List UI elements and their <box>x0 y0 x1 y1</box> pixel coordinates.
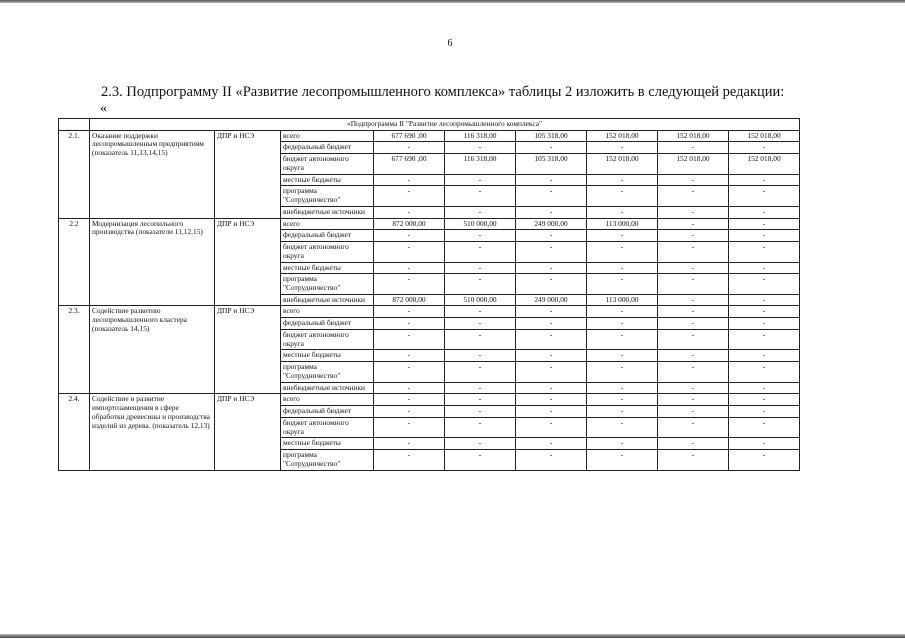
row-number: 2.3. <box>59 306 90 394</box>
funding-source: программа "Сотрудничество" <box>281 362 374 382</box>
amount-cell: - <box>374 382 445 394</box>
executor: ДПР и НСЭ <box>215 218 281 306</box>
amount-cell: - <box>658 306 729 318</box>
amount-cell: - <box>658 186 729 206</box>
amount-cell: - <box>658 329 729 349</box>
amount-cell: - <box>729 218 800 230</box>
amount-cell: - <box>445 318 516 330</box>
funding-source: внебюджетные источники <box>281 294 374 306</box>
amount-cell: - <box>658 350 729 362</box>
funding-source: федеральный бюджет <box>281 142 374 154</box>
amount-cell: - <box>729 142 800 154</box>
amount-cell: - <box>374 394 445 406</box>
funding-source: внебюджетные источники <box>281 206 374 218</box>
amount-cell: - <box>587 274 658 294</box>
scan-edge-bottom <box>0 634 905 638</box>
amount-cell: - <box>729 186 800 206</box>
amount-cell: 116 318,00 <box>445 154 516 174</box>
amount-cell: - <box>445 142 516 154</box>
funding-source: местные бюджеты <box>281 262 374 274</box>
intro-paragraph: 2.3. Подпрограмму II «Развитие лесопромышленного комплекса» таблицы 2 изложить в следующей редакции: <box>101 84 785 100</box>
amount-cell: - <box>445 230 516 242</box>
funding-source: всего <box>281 306 374 318</box>
amount-cell: - <box>729 174 800 186</box>
amount-cell: 510 000,00 <box>445 218 516 230</box>
amount-cell: - <box>658 174 729 186</box>
amount-cell: - <box>445 362 516 382</box>
amount-cell: - <box>516 242 587 262</box>
funding-source: программа "Сотрудничество" <box>281 186 374 206</box>
amount-cell: - <box>516 450 587 470</box>
amount-cell: 105 318,00 <box>516 154 587 174</box>
amount-cell: - <box>516 274 587 294</box>
funding-source: внебюджетные источники <box>281 382 374 394</box>
amount-cell: 872 000,00 <box>374 294 445 306</box>
amount-cell: - <box>374 438 445 450</box>
amount-cell: - <box>516 406 587 418</box>
funding-source: федеральный бюджет <box>281 406 374 418</box>
amount-cell: - <box>374 186 445 206</box>
amount-cell: 152 018,00 <box>587 154 658 174</box>
financing-table <box>58 118 800 471</box>
amount-cell: - <box>729 306 800 318</box>
amount-cell: - <box>729 318 800 330</box>
funding-source: местные бюджеты <box>281 438 374 450</box>
amount-cell: - <box>729 417 800 437</box>
funding-source: всего <box>281 218 374 230</box>
amount-cell: - <box>658 450 729 470</box>
amount-cell: - <box>445 394 516 406</box>
funding-source: бюджет автономного округа <box>281 417 374 437</box>
amount-cell: - <box>445 406 516 418</box>
amount-cell: - <box>445 450 516 470</box>
amount-cell: - <box>658 318 729 330</box>
opening-quote: « <box>100 101 107 116</box>
amount-cell: - <box>516 438 587 450</box>
row-number: 2.4. <box>59 394 90 470</box>
amount-cell: - <box>587 406 658 418</box>
amount-cell: - <box>445 417 516 437</box>
amount-cell: - <box>445 242 516 262</box>
amount-cell: - <box>374 206 445 218</box>
table-caption-row <box>59 119 800 131</box>
amount-cell: - <box>729 438 800 450</box>
amount-cell: - <box>587 242 658 262</box>
amount-cell: - <box>658 438 729 450</box>
amount-cell: 152 018,00 <box>658 130 729 142</box>
amount-cell: - <box>587 350 658 362</box>
amount-cell: - <box>658 206 729 218</box>
executor: ДПР и НСЭ <box>215 306 281 394</box>
amount-cell: - <box>516 142 587 154</box>
table-row <box>59 394 800 406</box>
amount-cell: - <box>516 417 587 437</box>
amount-cell: - <box>516 206 587 218</box>
amount-cell: - <box>658 294 729 306</box>
amount-cell: - <box>516 186 587 206</box>
amount-cell: 116 318,00 <box>445 130 516 142</box>
table-row <box>59 218 800 230</box>
amount-cell: - <box>729 329 800 349</box>
amount-cell: - <box>587 174 658 186</box>
amount-cell: 677 690 ,00 <box>374 154 445 174</box>
amount-cell: 152 018,00 <box>587 130 658 142</box>
amount-cell: - <box>729 274 800 294</box>
table-row <box>59 130 800 142</box>
amount-cell: - <box>587 186 658 206</box>
amount-cell: 113 000,00 <box>587 294 658 306</box>
amount-cell: - <box>729 206 800 218</box>
amount-cell: - <box>658 218 729 230</box>
amount-cell: 113 000,00 <box>587 218 658 230</box>
amount-cell: - <box>516 394 587 406</box>
amount-cell: - <box>587 450 658 470</box>
row-number: 2.2 <box>59 218 90 306</box>
amount-cell: - <box>516 262 587 274</box>
amount-cell: - <box>587 329 658 349</box>
amount-cell: - <box>374 318 445 330</box>
amount-cell: 249 000,00 <box>516 294 587 306</box>
funding-source: федеральный бюджет <box>281 230 374 242</box>
amount-cell: - <box>729 230 800 242</box>
funding-source: местные бюджеты <box>281 174 374 186</box>
amount-cell: - <box>445 329 516 349</box>
amount-cell: - <box>658 230 729 242</box>
scan-edge-top <box>0 0 905 3</box>
page-number: 6 <box>447 38 453 49</box>
amount-cell: - <box>729 450 800 470</box>
amount-cell: - <box>445 306 516 318</box>
table-row <box>59 306 800 318</box>
amount-cell: - <box>445 350 516 362</box>
amount-cell: - <box>658 382 729 394</box>
amount-cell: - <box>658 262 729 274</box>
amount-cell: 105 318,00 <box>516 130 587 142</box>
amount-cell: - <box>516 306 587 318</box>
amount-cell: - <box>729 242 800 262</box>
funding-source: местные бюджеты <box>281 350 374 362</box>
amount-cell: - <box>729 294 800 306</box>
amount-cell: 249 000,00 <box>516 218 587 230</box>
amount-cell: - <box>445 438 516 450</box>
amount-cell: - <box>658 242 729 262</box>
measure-name: Содействие развитию лесопромышленного кластера (показатель 14,15) <box>90 306 215 394</box>
amount-cell: - <box>658 142 729 154</box>
amount-cell: - <box>587 382 658 394</box>
amount-cell: - <box>587 230 658 242</box>
amount-cell: - <box>374 274 445 294</box>
amount-cell: - <box>729 406 800 418</box>
amount-cell: - <box>658 417 729 437</box>
amount-cell: - <box>374 142 445 154</box>
amount-cell: - <box>729 350 800 362</box>
amount-cell: - <box>516 350 587 362</box>
amount-cell: - <box>587 394 658 406</box>
amount-cell: - <box>587 417 658 437</box>
measure-name: Оказание поддержки лесопромышленным предприятиям (показатель 11,13,14,15) <box>90 130 215 218</box>
amount-cell: - <box>516 382 587 394</box>
amount-cell: - <box>516 174 587 186</box>
amount-cell: - <box>658 406 729 418</box>
amount-cell: - <box>587 262 658 274</box>
funding-source: бюджет автономного округа <box>281 329 374 349</box>
amount-cell: - <box>587 306 658 318</box>
amount-cell: - <box>374 306 445 318</box>
amount-cell: - <box>516 329 587 349</box>
amount-cell: - <box>374 406 445 418</box>
amount-cell: - <box>374 230 445 242</box>
amount-cell: - <box>445 206 516 218</box>
amount-cell: - <box>374 262 445 274</box>
amount-cell: - <box>374 450 445 470</box>
amount-cell: 510 000,00 <box>445 294 516 306</box>
funding-source: федеральный бюджет <box>281 318 374 330</box>
amount-cell: - <box>445 174 516 186</box>
amount-cell: - <box>516 318 587 330</box>
amount-cell: - <box>445 186 516 206</box>
amount-cell: - <box>516 362 587 382</box>
table-caption: «Подпрограмма II "Развитие лесопромышленного комплекса" <box>90 119 800 131</box>
measure-name: Модернизация лесопильного производства (показатели 11,12,15) <box>90 218 215 306</box>
funding-source: бюджет автономного округа <box>281 154 374 174</box>
amount-cell: - <box>729 262 800 274</box>
amount-cell: - <box>587 438 658 450</box>
amount-cell: - <box>587 318 658 330</box>
amount-cell: - <box>587 206 658 218</box>
funding-source: программа "Сотрудничество" <box>281 274 374 294</box>
amount-cell: - <box>374 417 445 437</box>
amount-cell: - <box>587 142 658 154</box>
measure-name: Содействие и развитие импортозамещения в сфере обработки древесины и производства изделий из дерева. (показатель 12,13) <box>90 394 215 470</box>
amount-cell: - <box>374 329 445 349</box>
amount-cell: - <box>658 274 729 294</box>
funding-source: бюджет автономного округа <box>281 242 374 262</box>
amount-cell: - <box>658 394 729 406</box>
executor: ДПР и НСЭ <box>215 394 281 470</box>
amount-cell: - <box>445 382 516 394</box>
amount-cell: - <box>587 362 658 382</box>
amount-cell: - <box>374 362 445 382</box>
funding-source: программа "Сотрудничество" <box>281 450 374 470</box>
row-number: 2.1. <box>59 130 90 218</box>
funding-source: всего <box>281 130 374 142</box>
amount-cell: - <box>729 382 800 394</box>
amount-cell: - <box>729 362 800 382</box>
amount-cell: - <box>729 394 800 406</box>
amount-cell: 152 018,00 <box>658 154 729 174</box>
amount-cell: 677 690 ,00 <box>374 130 445 142</box>
amount-cell: - <box>445 262 516 274</box>
amount-cell: - <box>516 230 587 242</box>
funding-source: всего <box>281 394 374 406</box>
amount-cell: 152 018,00 <box>729 130 800 142</box>
amount-cell: - <box>374 350 445 362</box>
amount-cell: 872 000,00 <box>374 218 445 230</box>
amount-cell: - <box>445 274 516 294</box>
amount-cell: - <box>374 174 445 186</box>
amount-cell: - <box>658 362 729 382</box>
amount-cell: - <box>374 242 445 262</box>
amount-cell: 152 018,00 <box>729 154 800 174</box>
executor: ДПР и НСЭ <box>215 130 281 218</box>
